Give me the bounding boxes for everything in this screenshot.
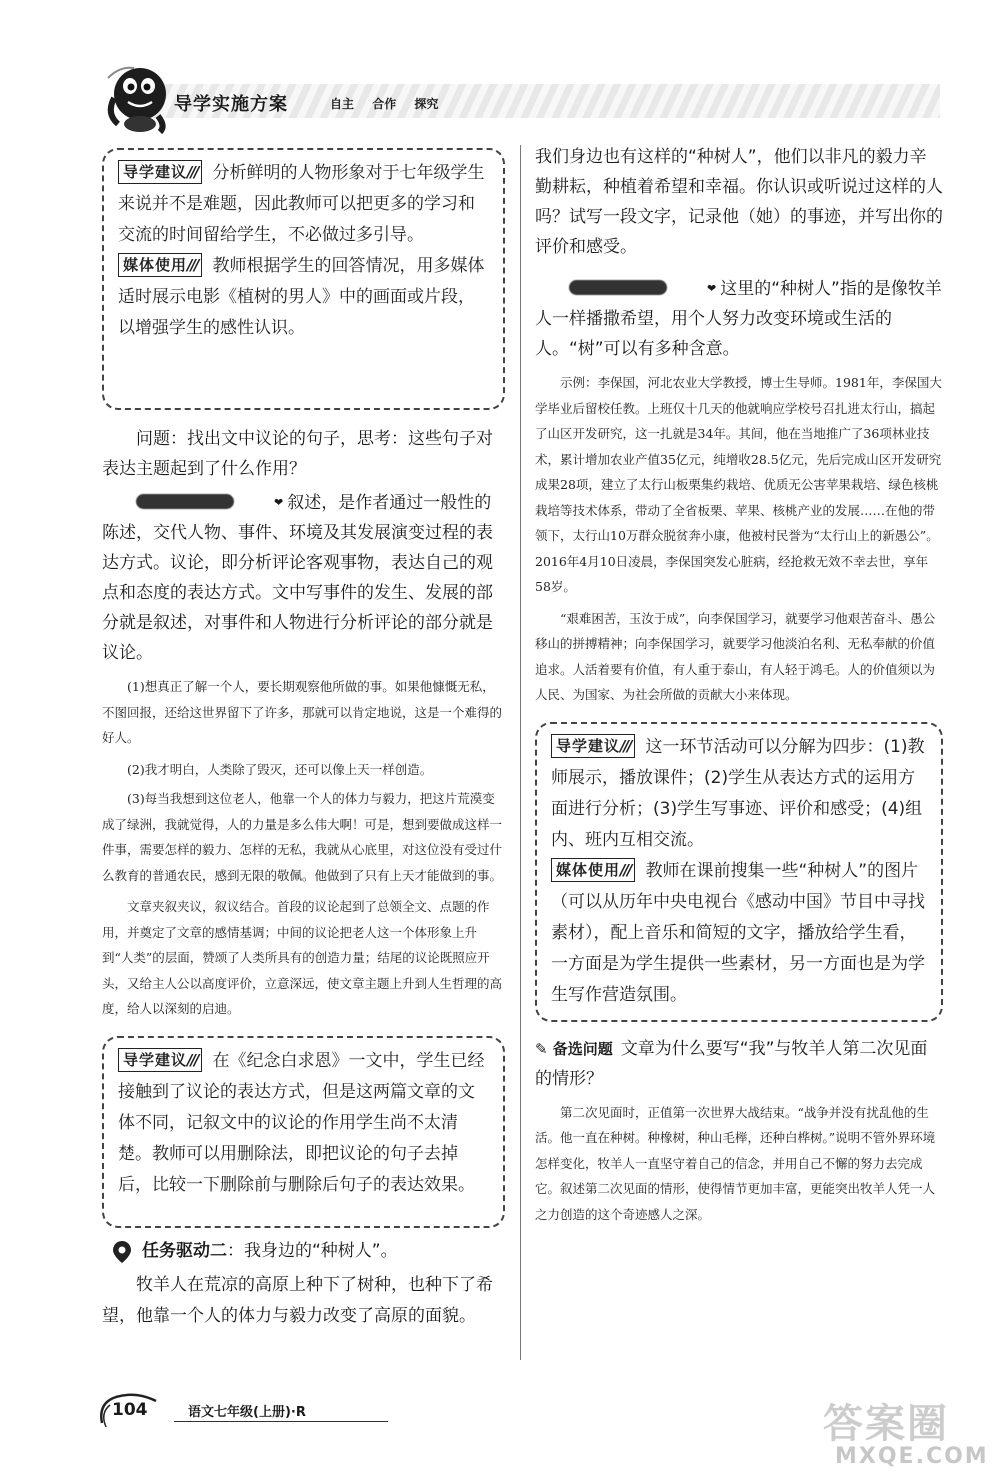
analysis-text: 文章夹叙夹议，叙议结合。首段的议论起到了总领全文、点题的作用，并奠定了文章的感情基调；中间的议论把老人这一个体形象上升到“人类”的层面，赞颂了人类所具有的创造力量；结尾的议论既照应开头，又给主人公以高度评价，立意深远，使文章主题上升到人生哲理的高度，给人以深刻的启迪。 (102, 899, 503, 1016)
alt-question (535, 1034, 943, 1094)
watermark-url: MXQE.COM (835, 1444, 989, 1469)
sample-text-2: “艰难困苦，玉汝于成”，向李保国学习，就要学习他艰苦奋斗、愚公移山的拼搏精神；向李保国学习，就要学习他淡泊名利、无私奉献的价值追求。人活着要有价值，有人重于泰山，有人轻于鸿毛。人的价值须以为人民、为国家、为社会所做的贡献大小来体现。 (535, 610, 936, 702)
answer-label-redacted (569, 280, 667, 295)
guide-text: 在《纪念白求恩》一文中，学生已经接触到了议论的表达方式，但是这两篇文章的文体不同，记叙文中的议论的作用学生尚不太清楚。教师可以用删除法，即把议论的句子去掉后，比较一下删除前与删除后句子的表达效果。 (118, 1050, 485, 1195)
pointer-icon: ❤ (274, 496, 284, 509)
answer-paragraph: ❤ 叙述，是作者通过一般性的陈述，交代人物、事件、环境及其发展演变过程的表达方式。议论，即分析评论客观事物，表达自己的观点和态度的表达方式。文中写事件的发生、发展的部分就是叙述，对事件和人物进行分析评论的部分就是议论。 (102, 488, 505, 668)
alt-answer: 第二次见面时，正值第一次世界大战结束。“战争并没有扰乱他的生活。他一直在种树。种橡树，种山毛榉，还种白桦树。”说明不管外界环境怎样变化，牧羊人一直坚守着自己的信念，并用自己不懈的努力去完成它。叙述第二次见面的情形，使得情节更加丰富，更能突出牧羊人凭一人之力创造的这个奇迹感人之深。 (535, 1104, 936, 1222)
guide-tip (118, 158, 491, 251)
footer-rule (174, 1421, 388, 1422)
media-tip (118, 251, 491, 344)
task-heading (102, 1236, 505, 1266)
media-tip (551, 856, 929, 1011)
answer-paragraph: ❤ 这里的“种树人”指的是像牧羊人一样播撒希望，用个人努力改变环境或生活的人。“树”可以有多种含意。 (535, 274, 943, 364)
guide-tip (551, 732, 929, 856)
header-tag: 自主 (330, 97, 355, 111)
left-column (102, 148, 505, 1332)
media-tag: 媒体使用/// (551, 858, 635, 882)
mascot-icon (100, 58, 176, 136)
task-label: 任务驱动二 (142, 1240, 227, 1261)
quote-examples (102, 674, 505, 1022)
task-text: ：我身边的“种树人”。 (227, 1240, 398, 1261)
guide-text: 分析鲜明的人物形象对于七年级学生来说并不是难题，因此教师可以把更多的学习和交流的时间留给学生，不必做过多引导。 (118, 163, 485, 245)
pointer-icon: ❤ (707, 282, 717, 295)
task-intro: 我们身边也有这样的“种树人”，他们以非凡的毅力辛勤耕耘，种植着希望和幸福。你认识或听说过这样的人吗？试写一段文字，记录他（她）的事迹，并写出你的评价和感受。 (535, 147, 943, 257)
alt-question-text: 文章为什么要写“我”与牧羊人第二次见面的情形？ (535, 1038, 928, 1089)
task-body: 牧羊人在荒凉的高原上种下了树种，也种下了希望，他靠一个人的体力与毅力改变了高原的面貌。 (102, 1274, 493, 1326)
example-1: (1)想真正了解一个人，要长期观察他所做的事。如果他慷慨无私，不图回报，还给这世界留下了许多，那就可以肯定地说，这是一个难得的好人。 (102, 679, 503, 745)
page-number: 104 (112, 1400, 148, 1420)
question-text: 问题：找出文中议论的句子，思考：这些句子对表达主题起到了什么作用？ (102, 429, 493, 479)
alt-question-tag: ✎ 备选问题 (535, 1039, 613, 1058)
media-text: 教师根据学生的回答情况，用多媒体适时展示电影《植树的男人》中的画面或片段，以增强学生的感性认识。 (118, 256, 485, 338)
header-tags (330, 95, 452, 112)
guide-tag: 导学建议/// (118, 1048, 202, 1072)
right-column (535, 142, 943, 1227)
book-title: 语文七年级(上册)·R (188, 1405, 306, 1420)
guide-tag: 导学建议/// (118, 160, 202, 184)
answer-label-redacted (136, 494, 234, 509)
guide-tag: 导学建议/// (551, 734, 635, 758)
example-3: (3)每当我想到这位老人，他靠一个人的体力与毅力，把这片荒漠变成了绿洲，我就觉得，人的力量是多么伟大啊！可是，想到要做成这样一件事，需要怎样的毅力、怎样的无私，我就从心底里，对这位没有受过什么教育的普通农民，感到无限的敬佩。他做到了只有上天才能做到的事。 (102, 791, 503, 883)
watermark-logo: 答案圈 (823, 1401, 949, 1447)
location-pin-icon (112, 1240, 132, 1264)
header-tag: 合作 (372, 97, 397, 111)
guide-tip-box (102, 148, 505, 410)
guide-tip-box-3 (535, 722, 943, 1022)
header-title: 导学实施方案 (174, 94, 288, 115)
media-text: 教师在课前搜集一些“种树人”的图片（可以从历年中央电视台《感动中国》节目中寻找素材），配上音乐和简短的文字，播放给学生看，一方面是为学生提供一些素材，另一方面也是为学生写作营造氛围。 (551, 860, 925, 1005)
guide-text: 这一环节活动可以分解为四步：(1)教师展示，播放课件；(2)学生从表达方式的运用方面进行分析；(3)学生写事迹、评价和感受；(4)组内、班内互相交流。 (551, 736, 925, 850)
sample-text: 示例：李保国，河北农业大学教授，博士生导师。1981年，李保国大学毕业后留校任教。上班仅十几天的他就响应学校号召扎进太行山，搞起了山区开发研究，这一扎就是34年。其间，他在当地推广了36项林业技术，累计增加农业产值35亿元，纯增收28.5亿元，先后完成山区开发研究成果28项，建立了太行山板栗集约栽培、优质无公害苹果栽培、绿色核桃栽培等技术体系，带动了全省板栗、苹果、核桃产业的发展……在他的带领下，太行山10万群众脱贫奔小康，他被村民誉为“太行山上的新愚公”。2016年4月10日凌晨，李保国突发心脏病，经抢救无效不幸去世，享年58岁。 (535, 375, 942, 594)
example-2: (2)我才明白，人类除了毁灭，还可以像上天一样创造。 (127, 761, 433, 777)
column-divider (520, 145, 521, 1360)
guide-tip-box-2 (102, 1036, 505, 1228)
media-tag: 媒体使用/// (118, 253, 202, 277)
header-tag: 探究 (414, 97, 439, 111)
